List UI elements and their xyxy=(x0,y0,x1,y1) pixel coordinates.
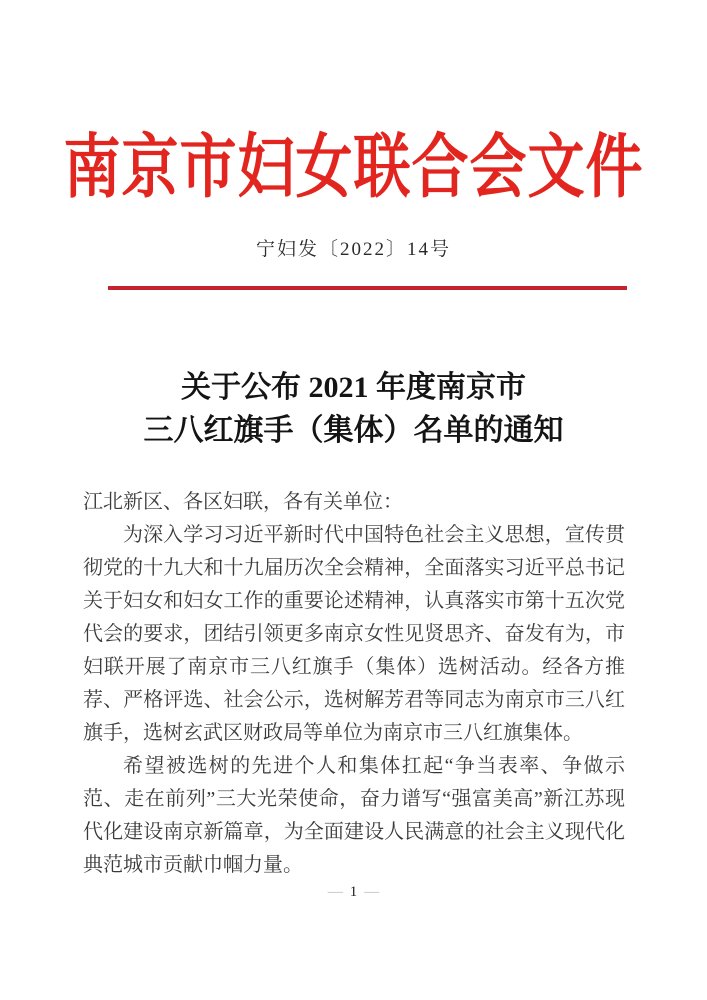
notice-title xyxy=(0,366,707,452)
document-body xyxy=(83,486,625,882)
notice-title-line2: 三八红旗手（集体）名单的通知 xyxy=(143,414,564,447)
paragraph-2: 希望被选树的先进个人和集体扛起“争当表率、争做示范、走在前列”三大光荣使命，奋力谱写“强富美高”新江苏现代化建设南京新篇章，为全面建设人民满意的社会主义现代化典范城市贡献巾帼力量。 xyxy=(83,755,625,876)
paragraph-1: 为深入学习习近平新时代中国特色社会主义思想，宣传贯彻党的十九大和十九届历次全会精神，全面落实习近平总书记关于妇女和妇女工作的重要论述精神，认真落实市第十五次党代会的要求，团结引领更多南京女性见贤思齐、奋发有为，市妇联开展了南京市三八红旗手（集体）选树活动。经各方推荐、严格评选、社会公示，选树解芳君等同志为南京市三八红旗手，选树玄武区财政局等单位为南京市三八红旗集体。 xyxy=(83,524,625,744)
footer-dash-left: — xyxy=(327,884,343,900)
red-divider-line xyxy=(108,286,627,290)
notice-title-line1: 关于公布 2021 年度南京市 xyxy=(181,371,526,404)
document-number: 宁妇发〔2022〕14号 xyxy=(255,239,451,260)
footer-dash-right: — xyxy=(364,884,380,900)
document-header-title: 南京市妇女联合会文件 xyxy=(63,129,644,207)
page-footer xyxy=(0,884,707,901)
salutation: 江北新区、各区妇联，各有关单位： xyxy=(83,491,403,513)
page-number: 1 xyxy=(349,884,358,900)
